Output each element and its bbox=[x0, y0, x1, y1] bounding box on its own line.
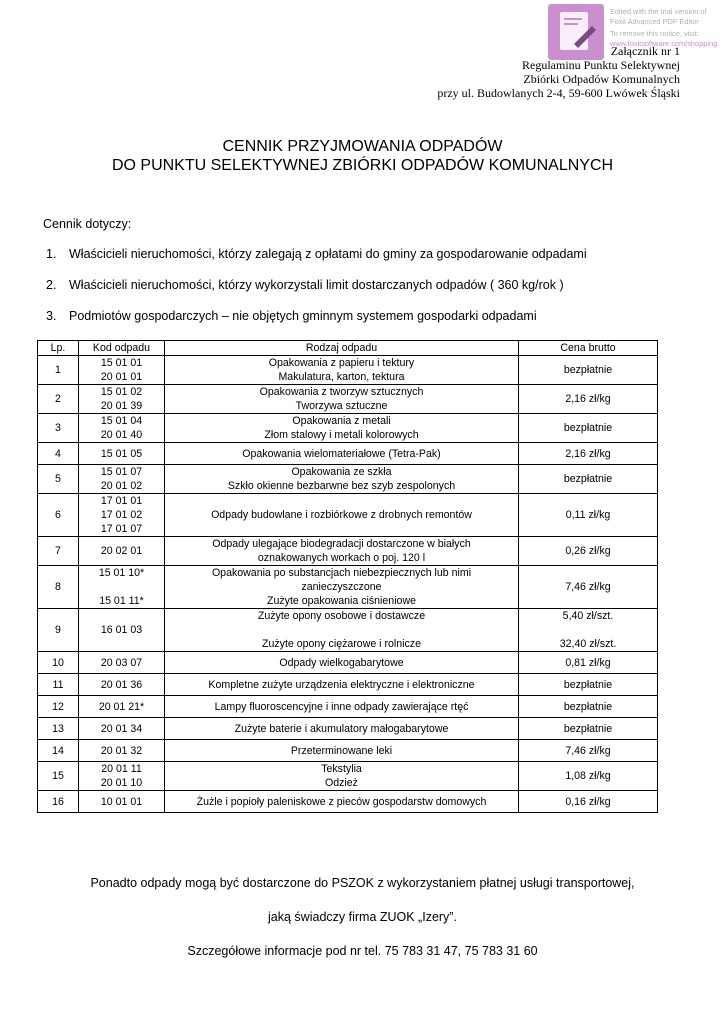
cell-price bbox=[519, 674, 658, 696]
cell-lp: 13 bbox=[38, 718, 79, 740]
cell-price bbox=[519, 791, 658, 813]
cell-type-line: Odzież bbox=[325, 777, 358, 789]
cell-price-line: 32,40 zł/szt. bbox=[559, 638, 617, 650]
table-row bbox=[38, 443, 658, 465]
cell-type-line: Zużyte opakowania ciśnieniowe bbox=[267, 595, 416, 607]
cell-lp: 15 bbox=[38, 762, 79, 791]
cell-price bbox=[519, 414, 658, 443]
cell-type-line: Tekstylia bbox=[321, 763, 362, 775]
cell-type-line: Kompletne zużyte urządzenia elektryczne i elektroniczne bbox=[208, 678, 475, 691]
cell-code-line: 20 01 32 bbox=[100, 744, 143, 757]
column-header-type: Rodzaj odpadu bbox=[165, 341, 519, 356]
cell-type-line: Zużyte baterie i akumulatory małogabarytowe bbox=[234, 722, 449, 735]
document-header bbox=[437, 44, 680, 100]
cell-lp: 8 bbox=[38, 566, 79, 609]
cell-code bbox=[79, 414, 165, 443]
cell-type-line: Opakowania wielomateriałowe (Tetra-Pak) bbox=[242, 447, 441, 460]
cell-code-line: 15 01 05 bbox=[100, 447, 143, 460]
cell-type-line: Lampy fluoroscencyjne i inne odpady zawierające rtęć bbox=[214, 700, 469, 713]
table-row bbox=[38, 566, 658, 609]
footer-notes bbox=[0, 876, 725, 978]
cell-type-line: Opakowania z tworzyw sztucznych bbox=[259, 386, 424, 398]
cell-price-line: 7,46 zł/kg bbox=[565, 744, 611, 757]
cell-price bbox=[519, 696, 658, 718]
cell-lp: 7 bbox=[38, 537, 79, 566]
watermark-line: Foxit Advanced PDF Editor bbox=[610, 16, 699, 26]
cell-price bbox=[519, 494, 658, 537]
cell-code-line: 20 01 01 bbox=[100, 371, 143, 383]
cell-code-line: 17 01 02 bbox=[100, 509, 143, 521]
cell-lp: 14 bbox=[38, 740, 79, 762]
title-line-1: CENNIK PRZYJMOWANIA ODPADÓW bbox=[222, 138, 503, 155]
applicability-list bbox=[46, 247, 587, 340]
cell-code bbox=[79, 674, 165, 696]
footer-line: jaką świadczy firma ZUOK „Izery”. bbox=[268, 910, 457, 924]
cell-type bbox=[165, 465, 519, 494]
table-body bbox=[38, 356, 658, 813]
cell-code-line: 20 01 11 bbox=[101, 763, 142, 775]
table-row bbox=[38, 696, 658, 718]
cell-code-line: 15 01 11* bbox=[99, 595, 144, 607]
cell-type bbox=[165, 356, 519, 385]
cell-code bbox=[79, 356, 165, 385]
table-row bbox=[38, 718, 658, 740]
list-item bbox=[46, 309, 587, 340]
cell-price bbox=[519, 762, 658, 791]
cell-price-line: bezpłatnie bbox=[563, 722, 613, 735]
cell-code-line: 20 01 39 bbox=[100, 400, 143, 412]
cell-type-line: Makulatura, karton, tektura bbox=[278, 371, 405, 383]
cell-code bbox=[79, 762, 165, 791]
cell-price-line: bezpłatnie bbox=[563, 678, 613, 691]
cell-price bbox=[519, 609, 658, 652]
cell-code bbox=[79, 740, 165, 762]
cell-code bbox=[79, 494, 165, 537]
table-row bbox=[38, 385, 658, 414]
cell-type bbox=[165, 674, 519, 696]
list-item-number: 1. bbox=[46, 247, 57, 261]
cell-type-line: Żużle i popioły paleniskowe z pieców gospodarstw domowych bbox=[196, 795, 487, 808]
cell-code-line bbox=[81, 580, 162, 594]
table-row bbox=[38, 356, 658, 385]
watermark-link[interactable]: www.foxitsoftware.com/shopping bbox=[610, 38, 718, 48]
cell-code-line: 20 01 36 bbox=[100, 678, 143, 691]
price-table bbox=[37, 340, 658, 813]
table-row bbox=[38, 609, 658, 652]
table-row bbox=[38, 414, 658, 443]
cell-code-line: 20 01 02 bbox=[100, 480, 143, 492]
cell-price bbox=[519, 566, 658, 609]
cell-code-line: 15 01 07 bbox=[100, 466, 143, 478]
list-item-text: Właścicieli nieruchomości, którzy zalegają z opłatami do gminy za gospodarowanie odpadami bbox=[69, 247, 587, 261]
cell-code bbox=[79, 443, 165, 465]
cell-lp: 3 bbox=[38, 414, 79, 443]
cell-price bbox=[519, 385, 658, 414]
cell-code-line: 20 01 21* bbox=[98, 700, 145, 713]
cell-code-line: 20 03 07 bbox=[100, 656, 143, 669]
cell-price-line: 1,08 zł/kg bbox=[565, 770, 611, 782]
cell-lp: 11 bbox=[38, 674, 79, 696]
cell-price-line: 0,81 zł/kg bbox=[565, 656, 611, 669]
cell-price-line: 0,26 zł/kg bbox=[565, 545, 611, 557]
cell-code-line: 20 01 10 bbox=[100, 777, 143, 789]
cell-price bbox=[519, 718, 658, 740]
list-item-text: Właścicieli nieruchomości, którzy wykorzystali limit dostarczanych odpadów ( 360 kg/rok ) bbox=[69, 278, 564, 292]
list-item bbox=[46, 247, 587, 278]
cell-type-line: Zużyte opony osobowe i dostawcze bbox=[257, 610, 426, 622]
cell-type bbox=[165, 385, 519, 414]
cell-code bbox=[79, 791, 165, 813]
cell-type-line: Odpady budowlane i rozbiórkowe z drobnych remontów bbox=[211, 509, 472, 521]
cell-code-line: 10 01 01 bbox=[100, 795, 143, 808]
cell-price-line: 0,16 zł/kg bbox=[565, 795, 611, 808]
cell-code-line: 15 01 01 bbox=[100, 357, 143, 369]
cell-price-line: bezpłatnie bbox=[563, 364, 613, 376]
cell-type bbox=[165, 443, 519, 465]
cell-price-line: 0,11 zł/kg bbox=[565, 509, 611, 521]
list-item-number: 2. bbox=[46, 278, 57, 292]
cell-lp: 9 bbox=[38, 609, 79, 652]
footer-line: Ponadto odpady mogą być dostarczone do PSZOK z wykorzystaniem płatnej usługi transportowej, bbox=[90, 876, 635, 890]
table-row bbox=[38, 740, 658, 762]
cell-code bbox=[79, 385, 165, 414]
cell-type bbox=[165, 718, 519, 740]
cell-lp: 2 bbox=[38, 385, 79, 414]
cell-type bbox=[165, 740, 519, 762]
cell-price bbox=[519, 443, 658, 465]
cell-type-line: Tworzywa sztuczne bbox=[295, 400, 388, 412]
table-row bbox=[38, 652, 658, 674]
table-row bbox=[38, 465, 658, 494]
cell-type bbox=[165, 537, 519, 566]
cell-price bbox=[519, 740, 658, 762]
cell-type-line: Złom stalowy i metali kolorowych bbox=[264, 429, 419, 441]
cell-type-line: Odpady ulegające biodegradacji dostarczone w białych bbox=[212, 538, 471, 550]
cell-type bbox=[165, 609, 519, 652]
cell-type bbox=[165, 566, 519, 609]
cell-code-line: 15 01 04 bbox=[100, 415, 143, 427]
header-line: Zbiórki Odpadów Komunalnych bbox=[523, 72, 680, 86]
cell-code-line: 17 01 01 bbox=[100, 495, 143, 507]
cell-type bbox=[165, 791, 519, 813]
header-line: Załącznik nr 1 bbox=[610, 44, 680, 58]
cell-type-line: Opakowania po substancjach niebezpiecznych lub nimi bbox=[211, 567, 472, 579]
cell-price bbox=[519, 537, 658, 566]
watermark-text bbox=[610, 7, 725, 48]
cell-price bbox=[519, 465, 658, 494]
table-row bbox=[38, 494, 658, 537]
cell-code-line: 17 01 07 bbox=[100, 523, 143, 535]
cell-lp: 5 bbox=[38, 465, 79, 494]
cell-price-line: 5,40 zł/szt. bbox=[562, 610, 614, 622]
footer-line: Szczegółowe informacje pod nr tel. 75 783 31 47, 75 783 31 60 bbox=[187, 944, 538, 958]
cell-price-line: 7,46 zł/kg bbox=[565, 581, 611, 593]
column-header-price: Cena brutto bbox=[519, 341, 658, 356]
cell-price-line: bezpłatnie bbox=[563, 700, 613, 713]
cell-price-line: bezpłatnie bbox=[563, 473, 613, 485]
cell-type-line: Opakowania z metali bbox=[292, 415, 391, 427]
cell-code bbox=[79, 652, 165, 674]
column-header-code: Kod odpadu bbox=[79, 341, 165, 356]
table-header-row bbox=[38, 341, 658, 356]
header-line: przy ul. Budowlanych 2-4, 59-600 Lwówek Śląski bbox=[437, 86, 680, 100]
cell-lp: 6 bbox=[38, 494, 79, 537]
cell-type-line: zanieczyszczone bbox=[301, 581, 382, 593]
cell-type-line: Zużyte opony ciężarowe i rolnicze bbox=[262, 638, 421, 650]
list-item-text: Podmiotów gospodarczych – nie objętych gminnym systemem gospodarki odpadami bbox=[69, 309, 537, 323]
cell-price bbox=[519, 356, 658, 385]
list-item-number: 3. bbox=[46, 309, 57, 323]
table-row bbox=[38, 674, 658, 696]
table-row bbox=[38, 791, 658, 813]
cell-type bbox=[165, 414, 519, 443]
cell-code bbox=[79, 566, 165, 609]
document-title bbox=[0, 137, 725, 175]
cell-code bbox=[79, 718, 165, 740]
cell-price-line: bezpłatnie bbox=[563, 422, 613, 434]
cell-lp: 10 bbox=[38, 652, 79, 674]
cell-type bbox=[165, 494, 519, 537]
cell-code-line: 15 01 02 bbox=[100, 386, 143, 398]
cell-type-line bbox=[167, 623, 516, 637]
cell-code-line: 20 01 40 bbox=[100, 429, 143, 441]
cell-code-line: 15 01 10* bbox=[98, 567, 145, 579]
cell-price-line bbox=[521, 623, 655, 637]
cell-code bbox=[79, 609, 165, 652]
header-line: Regulaminu Punktu Selektywnej bbox=[522, 58, 680, 72]
list-item bbox=[46, 278, 587, 309]
cell-type-line: Opakowania ze szkła bbox=[291, 466, 392, 478]
cell-price-line: 2,16 zł/kg bbox=[565, 447, 611, 460]
cell-lp: 1 bbox=[38, 356, 79, 385]
cell-type-line: Odpady wielkogabarytowe bbox=[279, 656, 404, 669]
cell-lp: 16 bbox=[38, 791, 79, 813]
cell-type-line: Opakowania z papieru i tektury bbox=[268, 357, 415, 369]
cell-type bbox=[165, 652, 519, 674]
title-line-2: DO PUNKTU SELEKTYWNEJ ZBIÓRKI ODPADÓW KOMUNALNYCH bbox=[111, 157, 614, 174]
table-row bbox=[38, 762, 658, 791]
cell-code-line: 20 02 01 bbox=[100, 545, 143, 557]
cell-type-line: Szkło okienne bezbarwne bez szyb zespolonych bbox=[227, 480, 456, 492]
column-header-lp: Lp. bbox=[38, 341, 79, 356]
cell-price bbox=[519, 652, 658, 674]
cell-price-line: 2,16 zł/kg bbox=[565, 393, 611, 405]
cell-code-line: 16 01 03 bbox=[100, 624, 143, 636]
cell-type bbox=[165, 696, 519, 718]
cell-lp: 12 bbox=[38, 696, 79, 718]
cell-code-line: 20 01 34 bbox=[100, 722, 143, 735]
intro-text: Cennik dotyczy: bbox=[43, 217, 132, 231]
cell-code bbox=[79, 537, 165, 566]
cell-lp: 4 bbox=[38, 443, 79, 465]
table-row bbox=[38, 537, 658, 566]
watermark-line: To remove this notice, visit: bbox=[610, 29, 699, 38]
cell-type bbox=[165, 762, 519, 791]
cell-code bbox=[79, 465, 165, 494]
cell-code bbox=[79, 696, 165, 718]
cell-type-line: oznakowanych workach o poj. 120 l bbox=[257, 552, 426, 564]
watermark-line: Edited with the trial version of bbox=[610, 7, 707, 16]
cell-type-line: Przeterminowane leki bbox=[290, 744, 393, 757]
